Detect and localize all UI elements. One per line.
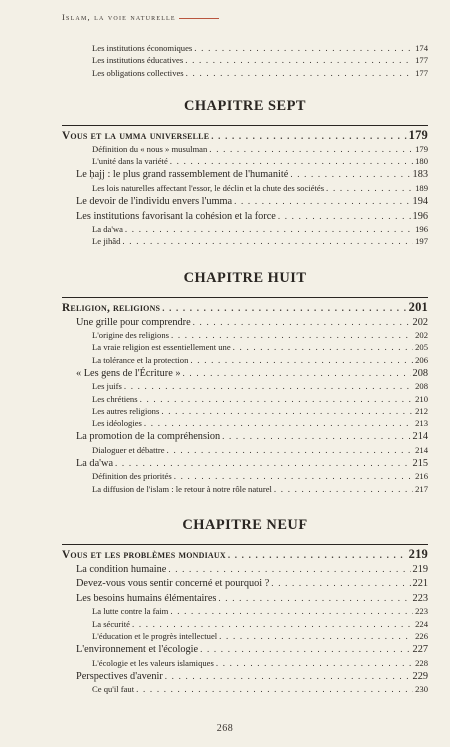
- toc-entry-level-3: [62, 657, 428, 669]
- toc-entry-level-3: [62, 329, 428, 341]
- toc-entry-page: 196: [415, 223, 428, 234]
- chapter-rule: [62, 297, 428, 298]
- toc-entry-level-2: [62, 576, 428, 590]
- toc-entry-page: 201: [408, 299, 428, 314]
- toc-entry-level-3: [62, 470, 428, 482]
- chapter-heading: CHAPITRE HUIT: [183, 269, 307, 286]
- toc-entry-level-3: [62, 630, 428, 642]
- toc-entry-level-2: [62, 562, 428, 576]
- dot-leader: [168, 562, 410, 576]
- toc-entry-page: 202: [412, 316, 428, 328]
- toc-entry-level-2: [62, 642, 428, 656]
- dot-leader: [186, 67, 413, 79]
- toc-entry-title: Les institutions éducatives: [92, 55, 184, 66]
- dot-leader: [222, 429, 410, 443]
- toc-entry-level-3: [62, 405, 428, 417]
- toc-entry-page: 224: [415, 618, 428, 629]
- toc-entry-level-2: [62, 209, 428, 223]
- toc-entry-title: Vous et la umma universelle: [62, 129, 210, 142]
- toc-entry-page: 215: [412, 458, 428, 470]
- toc-entry-page: 226: [415, 630, 428, 641]
- dot-leader: [290, 167, 410, 181]
- toc-entry-page: 214: [415, 444, 428, 455]
- dot-leader: [209, 143, 413, 155]
- dot-leader: [124, 380, 413, 392]
- dot-leader: [167, 444, 414, 456]
- toc-entry-page: 223: [415, 606, 428, 617]
- toc-entry-page: 208: [415, 381, 428, 392]
- chapter-section: [62, 95, 428, 248]
- toc-entry-level-3: [62, 143, 428, 155]
- toc-entry-level-3: [62, 182, 428, 194]
- toc-entry-title: Religion, religions: [62, 301, 161, 314]
- toc-entry-level-2: [62, 366, 428, 380]
- dot-leader: [125, 223, 413, 235]
- chapters: [62, 95, 428, 696]
- dot-leader: [194, 42, 413, 54]
- dot-leader: [162, 300, 406, 315]
- toc-entry-level-3: [62, 223, 428, 235]
- toc-entry-page: 197: [415, 236, 428, 247]
- toc-entry-title: Le ḥajj : le plus grand rassemblement de l'humanité: [76, 169, 289, 181]
- dot-leader: [219, 630, 413, 642]
- dot-leader: [183, 366, 411, 380]
- toc-entry-level-1: [62, 299, 428, 315]
- toc-entry-title: Les institutions économiques: [92, 43, 193, 53]
- table-of-contents: [62, 42, 428, 696]
- toc-entry-page: 196: [412, 210, 428, 222]
- toc-entry-title: Les chrétiens: [92, 393, 138, 404]
- toc-entry-level-2: [62, 669, 428, 683]
- toc-entry-page: 212: [415, 405, 428, 416]
- toc-entry-title: Une grille pour comprendre: [76, 316, 191, 328]
- toc-entry-level-3: [62, 444, 428, 456]
- dot-leader: [170, 605, 413, 617]
- toc-entry-level-2: [62, 315, 428, 329]
- toc-entry-level-3: [62, 54, 428, 66]
- dot-leader: [185, 54, 413, 66]
- dot-leader: [122, 235, 413, 247]
- chapter-heading: CHAPITRE SEPT: [183, 97, 307, 114]
- dot-leader: [211, 128, 406, 143]
- toc-entry-level-1: [62, 127, 428, 143]
- toc-entry-page: 180: [415, 156, 428, 167]
- toc-entry-title: La promotion de la compréhension: [76, 431, 221, 443]
- toc-entry-level-3: [62, 618, 428, 630]
- dot-leader: [193, 315, 411, 329]
- chapter-rule: [62, 125, 428, 126]
- toc-entry-title: Vous et les problèmes mondiaux: [62, 549, 226, 562]
- toc-entry-page: 205: [415, 342, 428, 353]
- toc-entry-title: L'écologie et les valeurs islamiques: [92, 657, 214, 668]
- toc-entry-level-3: [62, 341, 428, 353]
- toc-entry-page: 219: [412, 564, 428, 576]
- intro-entries: [62, 42, 428, 79]
- toc-entry-level-2: [62, 167, 428, 181]
- toc-entry-level-3: [62, 235, 428, 247]
- toc-entry-level-3: [62, 380, 428, 392]
- toc-entry-page: 228: [415, 657, 428, 668]
- toc-entry-page: 208: [412, 367, 428, 379]
- toc-entry-title: La condition humaine: [76, 564, 167, 576]
- dot-leader: [174, 470, 413, 482]
- toc-entry-level-2: [62, 194, 428, 208]
- toc-entry-level-3: [62, 354, 428, 366]
- toc-entry-page: 194: [412, 196, 428, 208]
- toc-entry-title: Définition des priorités: [92, 471, 172, 482]
- toc-entry-title: Les obligations collectives: [92, 67, 184, 78]
- dot-leader: [170, 155, 413, 167]
- toc-entry-title: Perspectives d'avenir: [76, 670, 163, 682]
- toc-entry-level-2: [62, 456, 428, 470]
- dot-leader: [171, 329, 413, 341]
- toc-entry-level-3: [62, 483, 428, 495]
- toc-entry-title: Dialoguer et débattre: [92, 444, 165, 455]
- toc-entry-page: 223: [412, 592, 428, 604]
- toc-entry-level-3: [62, 155, 428, 167]
- running-head-title: Islam, la voie naturelle: [62, 12, 176, 22]
- toc-entry-title: Les idéologies: [92, 418, 142, 429]
- toc-entry-title: Les institutions favorisant la cohésion et la force: [76, 210, 276, 222]
- toc-entry-level-2: [62, 429, 428, 443]
- toc-entry-title: La da'wa: [76, 458, 114, 470]
- toc-entry-title: La da'wa: [92, 223, 123, 234]
- dot-leader: [326, 182, 413, 194]
- toc-entry-page: 179: [408, 127, 428, 142]
- dot-leader: [140, 393, 414, 405]
- toc-entry-page: 206: [415, 354, 428, 365]
- toc-entry-page: 214: [412, 431, 428, 443]
- toc-entry-page: 227: [412, 644, 428, 656]
- toc-entry-page: 213: [415, 418, 428, 429]
- toc-entry-page: 174: [415, 43, 428, 53]
- dot-leader: [234, 194, 410, 208]
- toc-entry-level-3: [62, 393, 428, 405]
- toc-entry-page: 202: [415, 329, 428, 340]
- toc-entry-page: 189: [415, 182, 428, 193]
- dot-leader: [278, 209, 411, 223]
- toc-entry-title: Les juifs: [92, 381, 122, 392]
- toc-entry-title: L'environnement et l'écologie: [76, 644, 199, 656]
- toc-entry-page: 183: [412, 169, 428, 181]
- toc-entry-title: La lutte contre la faim: [92, 606, 169, 617]
- toc-entry-title: Les lois naturelles affectant l'essor, le déclin et la chute des sociétés: [92, 182, 325, 193]
- dot-leader: [218, 591, 410, 605]
- toc-entry-page: 221: [412, 578, 428, 590]
- toc-entry-title: L'unité dans la variété: [92, 156, 168, 167]
- dot-leader: [190, 354, 413, 366]
- toc-entry-level-3: [62, 42, 428, 54]
- toc-entry-page: 229: [412, 670, 428, 682]
- dot-leader: [161, 405, 413, 417]
- toc-entry-title: La tolérance et la protection: [92, 354, 189, 365]
- chapter-section: [62, 267, 428, 496]
- dot-leader: [132, 618, 413, 630]
- toc-entry-level-2: [62, 591, 428, 605]
- toc-entry-page: 217: [415, 483, 428, 494]
- toc-entry-page: 216: [415, 471, 428, 482]
- toc-entry-title: « Les gens de l'Écriture »: [76, 367, 181, 379]
- chapter-heading: CHAPITRE NEUF: [182, 517, 308, 534]
- chapter-section: [62, 514, 428, 695]
- toc-entry-title: Le jihâd: [92, 236, 121, 247]
- toc-entry-title: L'origine des religions: [92, 329, 169, 340]
- toc-entry-level-1: [62, 546, 428, 562]
- dot-leader: [216, 657, 413, 669]
- chapter-rule: [62, 544, 428, 545]
- toc-entry-title: Devez-vous vous sentir concerné et pourquoi ?: [76, 578, 270, 590]
- dot-leader: [233, 341, 413, 353]
- dot-leader: [165, 669, 411, 683]
- toc-entry-title: Les autres religions: [92, 405, 160, 416]
- toc-entry-level-3: [62, 683, 428, 695]
- dot-leader: [136, 683, 413, 695]
- toc-entry-level-3: [62, 417, 428, 429]
- running-head-rule: [179, 18, 219, 19]
- toc-entry-title: La vraie religion est essentiellement une: [92, 342, 231, 353]
- running-head: [62, 12, 219, 22]
- toc-entry-page: 179: [415, 143, 428, 154]
- dot-leader: [144, 417, 413, 429]
- toc-entry-page: 230: [415, 684, 428, 695]
- toc-entry-page: 177: [415, 67, 428, 78]
- dot-leader: [271, 576, 410, 590]
- toc-entry-title: Le devoir de l'individu envers l'umma: [76, 196, 233, 208]
- toc-entry-level-3: [62, 67, 428, 79]
- toc-entry-title: Les besoins humains élémentaires: [76, 592, 217, 604]
- toc-entry-page: 219: [408, 547, 428, 562]
- toc-entry-page: 210: [415, 393, 428, 404]
- toc-entry-title: Ce qu'il faut: [92, 684, 135, 695]
- dot-leader: [228, 547, 407, 562]
- toc-entry-title: Définition du « nous » musulman: [92, 143, 208, 154]
- dot-leader: [115, 456, 411, 470]
- toc-entry-title: La sécurité: [92, 618, 130, 629]
- page-number: 268: [216, 723, 234, 734]
- toc-entry-page: 177: [415, 55, 428, 66]
- toc-entry-title: La diffusion de l'islam : le retour à notre rôle naturel: [92, 483, 272, 494]
- toc-entry-title: L'éducation et le progrès intellectuel: [92, 630, 218, 641]
- toc-entry-level-3: [62, 605, 428, 617]
- dot-leader: [274, 483, 413, 495]
- dot-leader: [200, 642, 410, 656]
